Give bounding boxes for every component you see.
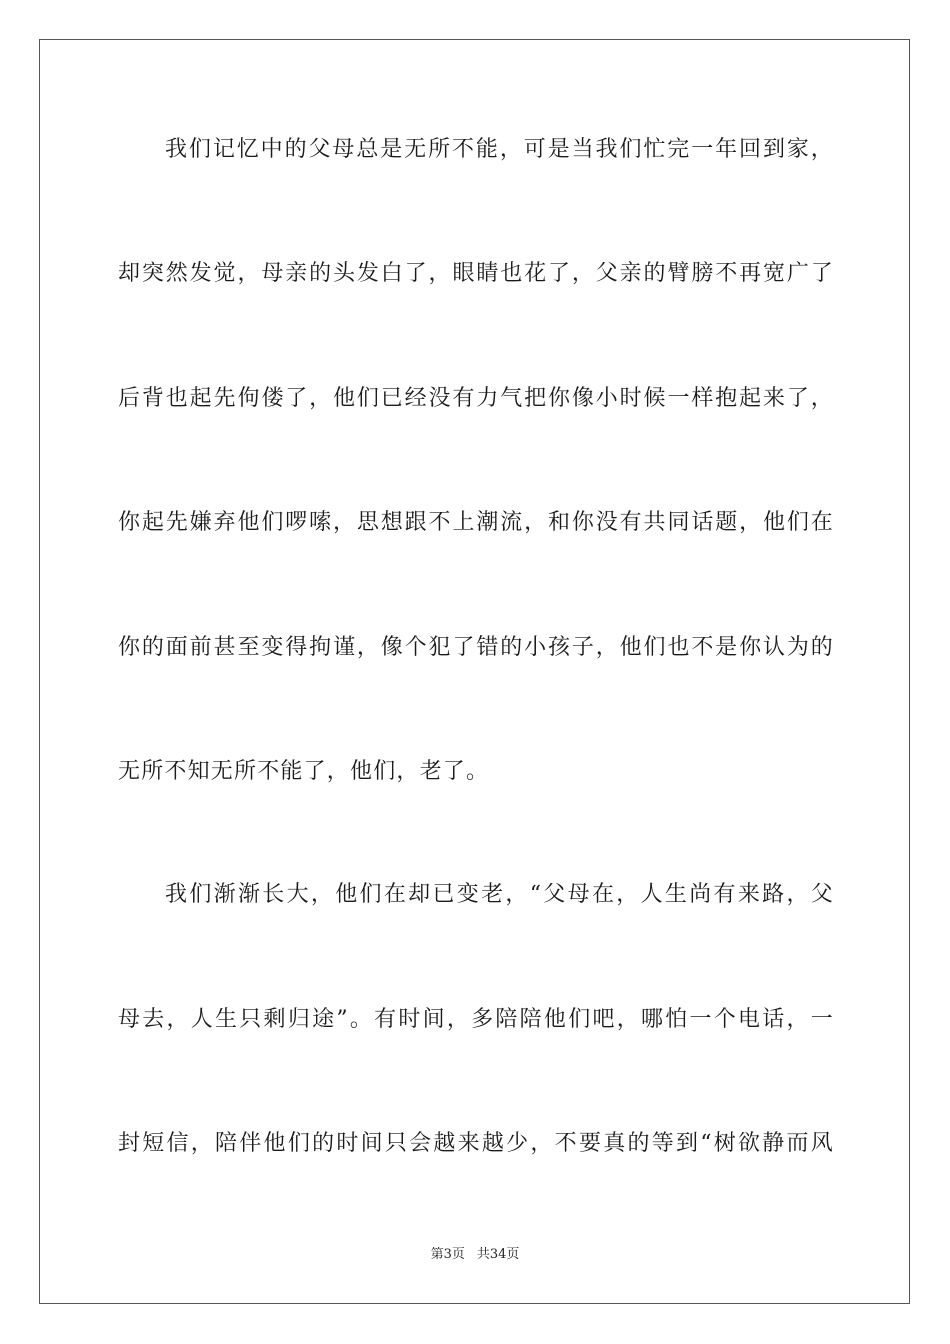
paragraph-1-line-3: 后背也起先佝偻了，他们已经没有力气把你像小时候一样抱起来了， xyxy=(118,386,834,411)
paragraph-1-line-1: 我们记忆中的父母总是无所不能，可是当我们忙完一年回到家， xyxy=(165,137,834,162)
page-footer xyxy=(0,1246,950,1264)
paragraph-1-line-6: 无所不知无所不能了，他们，老了。 xyxy=(118,759,490,784)
paragraph-1-line-5: 你的面前甚至变得拘谨，像个犯了错的小孩子，他们也不是你认为的 xyxy=(118,635,834,660)
paragraph-2-line-3: 封短信，陪伴他们的时间只会越来越少，不要真的等到“树欲静而风 xyxy=(118,1131,834,1156)
paragraph-2-line-1: 我们渐渐长大，他们在却已变老，“父母在，人生尚有来路，父 xyxy=(165,882,834,907)
page-border xyxy=(39,39,910,1304)
total-pages: 共34页 xyxy=(476,1247,520,1262)
paragraph-2-line-2: 母去，人生只剩归途”。有时间，多陪陪他们吧，哪怕一个电话，一 xyxy=(118,1007,834,1032)
paragraph-1-line-2: 却突然发觉，母亲的头发白了，眼睛也花了，父亲的臂膀不再宽广了 xyxy=(118,261,834,286)
paragraph-1-line-4: 你起先嫌弃他们啰嗦，思想跟不上潮流，和你没有共同话题，他们在 xyxy=(118,510,834,535)
page-number: 第3页 xyxy=(430,1247,465,1262)
